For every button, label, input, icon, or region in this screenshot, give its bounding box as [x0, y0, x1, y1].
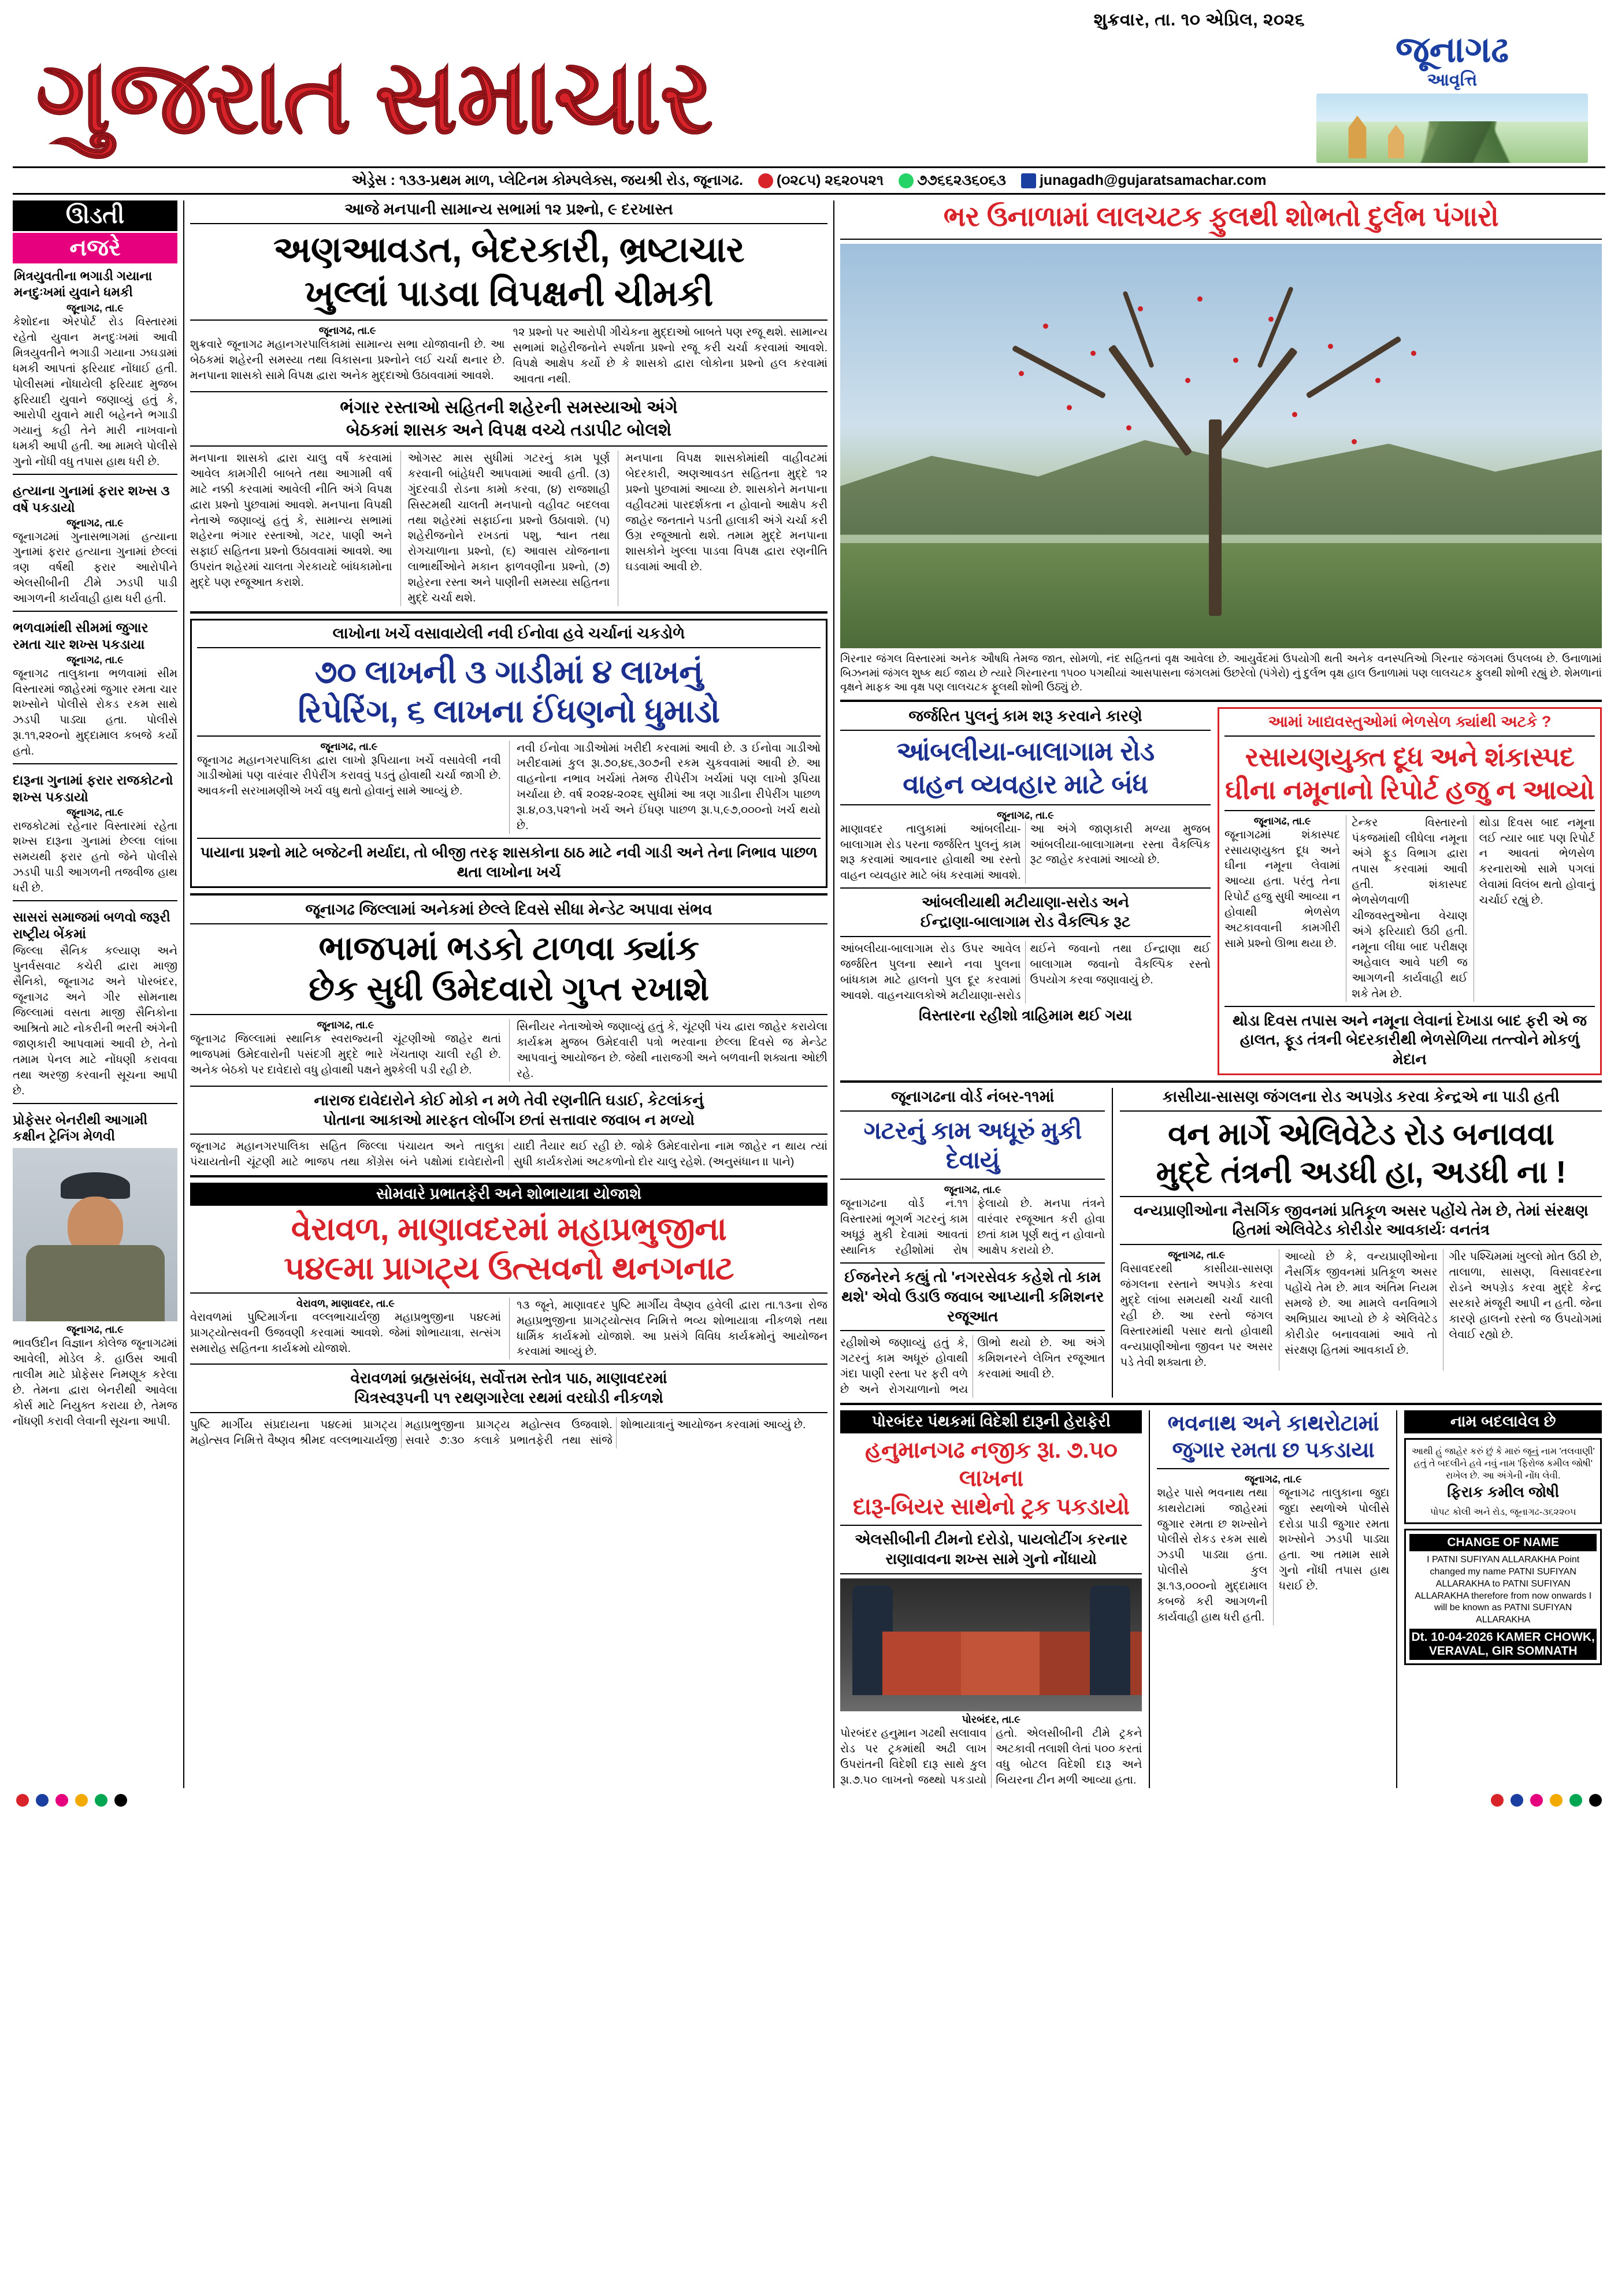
phone-icon: [758, 173, 773, 188]
dateline: જૂનાગઢ, તા.૯: [997, 809, 1054, 821]
story2-col-1: જૂનાગઢ મહાનગરપાલિકા દ્વારા લાખો રૂપિયાના ખર્ચે વસાવેલી નવી ગાડીઓમાં પણ વારંવાર રીપેરીંગ કરાવવું પડતું હોવાથી ચર્ચા જાગી છે. આવકની સરખામણીએ ખર્ચ વધુ થતો હોવાનું સામે આવ્યું છે.: [197, 753, 501, 798]
name-change-ad-english: [1404, 1529, 1602, 1665]
b2-footer: થોડા દિવસ તપાસ અને નમૂના લેવાનાં દેખાડા બાદ ફરી એ જ હાલત, ફૂડ તંત્રની બેદરકારીથી ભેળસેળિયા તત્ત્વોને મોકળું મેદાન: [1233, 1011, 1587, 1068]
story4-subhead-2: ચિત્રસ્વરૂપની ૫૧ રથણગારેલા રથમાં વરઘોડી નીકળશે: [354, 1389, 663, 1407]
story-innova-cars: [190, 619, 827, 888]
story3-headline-2: છેક સુધી ઉમેદવારો ગુપ્ત રખાશે: [309, 970, 709, 1008]
b2-col-1: જૂનાગઢમાં શંકાસ્પદ રસાયણયુક્ત દૂધ અને ઘીના નમૂના લેવામાં આવ્યા હતા. પરંતુ તેના રિપોર્ટ હજુ સુધી આવ્યા ન હોવાથી ભેળસેળ અટકાવવાની કામગીરી સામે પ્રશ્નો ઊભા થયા છે.: [1224, 828, 1341, 950]
row-elevated-road: [840, 1088, 1602, 1398]
b4-subhead: એલસીબીની ટીમનો દરોડો, પાયલોટીંગ કરનાર રાણાવાવના શખ્સ સામે ગુનો નોંધાયો: [855, 1530, 1128, 1568]
story3-col-1: જૂનાગઢ જિલ્લામાં સ્થાનિક સ્વરાજ્યની ચૂંટણીઓ જાહેર થતાં ભાજપમાં ઉમેદવારોની પસંદગી મુદ્દે ભારે ખેંચતાણ ચાલી રહી છે. અનેક બેઠકો પર દાવેદારો વધુ હોવાથી પક્ષને મુશ્કેલી પડી રહી છે.: [190, 1032, 501, 1076]
dateline: પોરબંદર, તા.૯: [962, 1714, 1020, 1726]
b2-body: [1224, 815, 1595, 1002]
contact-bar: [13, 166, 1605, 195]
pangaro-tree-photo: [840, 244, 1602, 648]
edition-name: જૂનાગઢ: [1395, 30, 1509, 70]
lead-subhead-1: ભંગાર રસ્તાઓ સહિતની શહેરની સમસ્યાઓ અંગે: [340, 397, 678, 417]
b1-subhead-2: ઈન્દ્રાણા-બાલાગામ રોડ વૈકલ્પિક રૂટ: [920, 913, 1131, 931]
b4-text: પોરબંદર હનુમાન ગઢથી સલાવાવ રોડ પર ટ્રકમાંથી અઢી લાખ ઉપરાંતની વિદેશી દારૂ સાથે કુલ રૂા.૭.૫૦ લાખનો જથ્થો પકડાયો હતો. એલસીબીની ટીમે ટ્રકને અટકાવી તલાશી લેતાં ૫૦૦ કરતાં વધુ બોટલ વિદેશી દારૂ અને બિયરના ટીન મળી આવ્યા હતા.: [840, 1727, 1142, 1786]
lead-headline-line1: અણઆવડત, બેદરકારી, ભ્રષ્ટાચાર: [273, 230, 745, 270]
main-right-column: [833, 200, 1602, 1788]
name-change-ad-gujarati: [1404, 1438, 1602, 1524]
seized-liquor-photo: [840, 1578, 1142, 1711]
edition-artwork-icon: [1316, 94, 1588, 163]
b6-kicker: જૂનાગઢના વોર્ડ નંબર-૧૧માં: [891, 1087, 1055, 1105]
dateline: જૂનાગઢ, તા.૯: [1253, 815, 1311, 827]
list-item: [13, 302, 177, 470]
dateline: જૂનાગઢ, તા.૯: [66, 1324, 124, 1336]
whatsapp-contact: ૭૭૬૬૨૩૬૦૬૩: [899, 172, 1006, 189]
item-title: પ્રોફેસર બેનરીથી આગામી કક્ષીન ટ્રેનિંગ મેળવી: [13, 1112, 148, 1144]
b6-text-2: રહીશોએ જણાવ્યું હતું કે, ગટરનું કામ અધૂરું હોવાથી ગંદા પાણી રસ્તા પર ફરી વળે છે અને રોગચાળાનો ભય ઊભો થયો છે. આ અંગે કમિશનરને લેખિત રજૂઆત કરવામાં આવી છે.: [840, 1336, 1105, 1396]
dateline: જૂનાગઢ, તા.૯: [944, 1184, 1001, 1196]
lead-subhead-2: બેઠકમાં શાસક અને વિપક્ષ વચ્ચે તડાપીટ બોલશે: [346, 420, 672, 440]
story3-footer-1: નારાજ દાવેદારોને કોઈ મોકો ન મળે તેવી રણનીતિ ઘડાઈ, કેટલાંકનું: [314, 1091, 704, 1109]
phone-contact: (૦૨૮૫) ૨૬૨૦૫૨૧: [758, 172, 884, 189]
story-gambling-arrests: [1149, 1410, 1389, 1788]
classified-ads: [1396, 1410, 1602, 1788]
whatsapp-icon: [899, 173, 914, 188]
b1-headline-1: આંબલીયા-બાલાગામ રોડ: [896, 736, 1155, 767]
registration-color-bars: [13, 1788, 1605, 1807]
dateline: જૂનાગઢ, તા.૯: [320, 740, 378, 752]
story4-bottom-text: પુષ્ટિ માર્ગીય સંપ્રદાયના ૫૪૯માં પ્રાગટ્ય મહોત્સવ નિમિત્તે વૈષ્ણવ શ્રીમદ વલ્લભાચાર્યજી મહાપ્રભુજીના પ્રાગટ્ય મહોત્સવ ઉજવાશે. સવારે ૭:૩૦ કલાકે પ્રભાતફેરી તથા સાંજે શોભાયાત્રાનું આયોજન કરવામાં આવ્યું છે.: [190, 1418, 806, 1447]
story3-footer-text: જૂનાગઢ મહાનગરપાલિકા સહિત જિલ્લા પંચાયત અને તાલુકા પંચાયતોની ચૂંટણી માટે ભાજપ તથા કોંગ્રેસ બંને પક્ષોમાં દાવેદારોની યાદી તૈયાર થઈ રહી છે. જોકે ઉમેદવારોના નામ જાહેર ન થાય ત્યાં સુધી કાર્યકરોમાં અટકળોનો દોર ચાલુ રહેશે. (અનુસંધાન ॥ પાને): [190, 1140, 827, 1169]
b3-body: [1120, 1249, 1602, 1370]
list-item: [13, 479, 177, 607]
story4-headline-2: ૫૪૯મા પ્રાગટ્ય ઉત્સવનો થનગનાટ: [284, 1250, 734, 1287]
story2-headline-1: ૭૦ લાખની ૩ ગાડીમાં ૪ લાખનું: [314, 653, 703, 690]
b6-text-1: જૂનાગઢના વોર્ડ નં.૧૧ વિસ્તારમાં ભૂગર્ભ ગટરનું કામ અધૂરૂં મુકી દેવામાં આવતાં સ્થાનિક રહીશોમાં રોષ ફેલાયો છે. મનપા તંત્રને વારંવાર રજૂઆત કરી હોવા છતાં કામ પૂર્ણ થતું ન હોવાનો આક્ષેપ કરાયો છે.: [840, 1197, 1105, 1257]
b1-kicker: જર્જરિત પુલનું કામ શરૂ કરવાને કારણે: [908, 707, 1142, 725]
b1-footer: વિસ્તારના રહીશો ત્રાહિમામ થઈ ગયા: [918, 1006, 1132, 1024]
lead-text-right: ૧૨ પ્રશ્નો પર આરોપી ગીચેકના મુદ્દાઓ બાબતે પણ રજૂ થશે. સામાન્ય સભામાં શહેરીજનોને સ્પર્શતા પ્રશ્નો રજૂ કરી ચર્ચા કરવામાં આવશે. વિપક્ષે આક્ષેપ કર્યો છે કે શાસકો દ્વારા લોકોના પ્રશ્નો હલ કરવામાં આવતા નથી.: [513, 326, 827, 385]
masthead: [13, 32, 1605, 165]
story3-footer-2: પોતાના આકાઓ મારફત લોબીંગ છતાં સત્તાવાર જવાબ ન મળ્યો: [323, 1110, 695, 1128]
b6-quote: ઈજનેરને કહ્યું તો 'નગરસેવક કહેશે તો કામ થશે' એવો ઉડાઉ જવાબ આપ્યાની કમિશનર રજૂઆત: [841, 1268, 1104, 1325]
gj-ad-text: આથી હું જાહેર કરું છું કે મારું જૂનું નામ 'તલવાણી' હતું તે બદલીને હવે નવું નામ 'ફિરોજ કમીલ જોષી' રાખેલ છે. આ અંગેની નોંધ લેવી.: [1411, 1447, 1595, 1481]
lead-intro: [190, 325, 827, 387]
dateline: જૂનાગઢ, તા.૯: [1168, 1249, 1226, 1261]
b3-kicker: કાસીયા-સાસણ જંગલના રોડ અપગ્રેડ કરવા કેન્દ્રએ ના પાડી હતી: [1162, 1087, 1560, 1105]
gj-ad-name: ફિરાક કમીલ જોષી: [1447, 1483, 1560, 1501]
item-title: સાસરાં સમાજમાં બળવો જરૂરી રાષ્ટ્રીય બેંકમાં: [13, 909, 170, 941]
story4-body: [190, 1298, 827, 1360]
story2-body: [197, 741, 821, 834]
bottom-row: [840, 1410, 1602, 1788]
story2-headline-2: રિપેરિંગ, ૬ લાખના ઈંધણનો ધુમાડો: [298, 693, 720, 730]
item-title: હત્યાના ગુનામાં ફરાર શખ્સ ૩ વર્ષે પકડાયો: [13, 483, 170, 515]
story4-col-2: ૧૩ જૂને, માણાવદર પુષ્ટિ માર્ગીય વૈષ્ણવ હવેલી દ્વારા તા.૧૩ના રોજ મહાપ્રભુજીના પ્રાગટ્યોત્સવ નિમિત્તે ભવ્ય શોભાયાત્રા નીકળશે તથા ધાર્મિક કાર્યક્રમો યોજાશે. આ પ્રસંગે વિવિધ કાર્યક્રમોનું આયોજન કરવામાં આવ્યું છે.: [509, 1298, 827, 1360]
lead-body-columns: [190, 451, 827, 606]
story-ambliya-road-closed: [840, 707, 1211, 1075]
dateline: જૂનાગઢ, તા.૯: [66, 517, 124, 529]
list-item: [13, 905, 177, 1099]
b2-headline-2: ઘીના નમૂનાનો રિપોર્ટ હજુ ન આવ્યો: [1225, 774, 1594, 805]
dateline: જૂનાગઢ, તા.૯: [317, 1019, 374, 1031]
b3-headline-1: વન માર્ગે એલિવેટેડ રોડ બનાવવા: [1168, 1116, 1554, 1151]
b1-text-2: આંબલીયા-બાલાગામ રોડ ઉપર આવેલ જર્જરિત પુલના સ્થાને નવા પુલના બાંધકામ માટે હાલનો પુલ દૂર કરવામાં આવશે. વાહનચાલકોએ મટીયાણા-સરોડ થઈને જવાનો તથા ઈન્દ્રાણા થઈ બાલાગામ જવાનો વૈકલ્પિક રસ્તો ઉપયોગ કરવા જણાવાયું છે.: [840, 942, 1211, 1002]
b5-col-1: શહેર પાસે ભવનાથ તથા કાથરોટામાં જાહેરમાં જુગાર રમતા છ શખ્સોને પોલીસે રોકડ રકમ સાથે ઝડપી પાડ્યા હતા. પોલીસે કુલ રૂા.૧૩,૦૦૦નો મુદ્દામાલ કબજે કરી આગળની કાર્યવાહી હાથ ધરી હતી.: [1157, 1486, 1268, 1624]
item-text: રાજકોટમાં રહેનાર વિસ્તારમાં રહેતા શખ્સ દારૂના ગુનામાં છેલ્લા લાંબા સમયથી ફરાર હતો જેને પોલીસે ઝડપી પાડી આગળની તજવીજ હાથ ધરી છે.: [13, 819, 177, 895]
story4-headline-1: વેરાવળ, માણાવદરમાં મહાપ્રભુજીના: [291, 1210, 727, 1247]
story4-col-1: વેરાવળમાં પુષ્ટિમાર્ગના વલ્લભાચાર્યજી મહાપ્રભુજીના ૫૪૯માં પ્રાગટ્યોત્સવની ઉજવણી કરવામાં આવશે. જેમાં શોભાયાત્રા, સત્સંગ સમારોહ સહિતના કાર્યક્રમો યોજાશે.: [190, 1310, 501, 1355]
sidebar-udti-nazare: [13, 200, 177, 1788]
issue-date: શુક્રવાર, તા. ૧૦ એપ્રિલ, ૨૦૨૬: [1093, 10, 1305, 29]
story2-footer: પાયાના પ્રશ્નો માટે બજેટની મર્યાદા, તો બીજી તરફ શાસકોના ઠાઠ માટે નવી ગાડી અને તેના નિભાવ પાછળ થતા લાખોના ખર્ચ: [200, 844, 818, 880]
sidebar-label-line1: ઊડતી: [13, 200, 177, 231]
lead-col-3: મનપાના વિપક્ષ શાસકોમાંથી વાહીવટમાં બેદરકારી, અણઆવડત સહિતના મુદ્દે ૧૨ પ્રશ્નો પુછવામાં આવ્યા છે. શાસકોને મનપાના વહીવટમાં પારદર્શકતા ન હોવાનો આક્ષેપ કરી જાહેર જનતાને પડતી હાલાકી અંગે ચર્ચા કરી ઉગ્ર રજૂઆતો થશે. તમામ મુદ્દે મનપાના શાસકોને ખુલ્લા પાડવા વિપક્ષ દ્વારા રણનીતિ ઘડવામાં આવી છે.: [618, 451, 827, 606]
list-item: [13, 616, 177, 759]
b4-headline-2: દારૂ-બિયર સાથેનો ટ્રક પકડાયો: [852, 1493, 1130, 1519]
photo-headline: ભર ઉનાળામાં લાલચટક ફુલથી શોભતો દુર્લભ પંગારો: [943, 202, 1499, 232]
story-elevated-road: [1112, 1088, 1602, 1398]
story-liquor-truck: [840, 1410, 1142, 1788]
b1-headline-2: વાહન વ્યવહાર માટે બંધ: [903, 768, 1148, 799]
sidebar-header: [13, 200, 177, 263]
b3-headline-2: મુદ્દે તંત્રની અડધી હા, અડધી ના !: [1156, 1154, 1566, 1190]
story2-kicker: લાખોના ખર્ચે વસાવાયેલી નવી ઈનોવા હવે ચર્ચાનાં ચકડોળે: [332, 624, 685, 642]
story3-col-2: સિનીયર નેતાઓએ જણાવ્યું હતું કે, ચૂંટણી પંચ દ્વારા જાહેર કરાયેલા કાર્યક્રમ મુજબ ઉમેદવારી પત્રો ભરવાના છેલ્લા દિવસે જ મેન્ડેટ આપવાનું આયોજન છે. જેથી નારાજગી અને બળવાની શક્યતા ઓછી રહે.: [509, 1019, 827, 1082]
masthead-top: [13, 10, 1605, 32]
b4-kicker: પોરબંદર પંથકમાં વિદેશી દારૂની હેરાફેરી: [840, 1410, 1142, 1433]
main-left-column: [183, 200, 827, 1788]
lead-headline-line2: ખુલ્લાં પાડવા વિપક્ષની ચીમકી: [305, 273, 713, 314]
email-contact[interactable]: junagadh@gujaratsamachar.com: [1021, 172, 1267, 189]
b3-col-1: વિસાવદરથી કાસીયા-સાસણ જંગલના રસ્તાને અપગ્રેડ કરવા મુદ્દે લાંબા સમયથી ચર્ચા ચાલી રહી છે. આ રસ્તો જંગલ વિસ્તારમાંથી પસાર થતો હોવાથી વન્યપ્રાણીઓના જીવન પર અસર પડે તેવી શક્યતા છે.: [1120, 1262, 1273, 1369]
story3-body: [190, 1019, 827, 1082]
dateline: જૂનાગઢ, તા.૯: [66, 653, 124, 666]
story4-kicker: સોમવારે પ્રભાતફેરી અને શોભાયાત્રા યોજાશે: [190, 1183, 827, 1206]
dateline: જૂનાગઢ, તા.૯: [66, 806, 124, 818]
mail-icon: [1021, 173, 1036, 188]
dateline: વેરાવળ, માણાવદર, તા.૯: [296, 1297, 395, 1309]
two-box-row: [840, 707, 1602, 1075]
item-title: ભળવામાંથી સીમમાં જુગાર રમતા ચાર શખ્સ પકડાયા: [13, 620, 149, 652]
story2-col-2: નવી ઈનોવા ગાડીઓમાં ખરીદી કરવામાં આવી છે. ૩ ઈનોવા ગાડીઓ ખરીદવામાં કુલ રૂા.૭૦,૪૬,૩૦૭ની રકમ ચુકવવામાં આવી છે. આ વાહનોના નભાવ ખર્ચમાં તેમજ રીપેરીંગ ખર્ચમાં પણ લાખો રૂપિયા ખર્ચાયા છે. વર્ષ ૨૦૨૪-૨૦૨૬ સુધીમાં આ ત્રણ ગાડીના રીપેરીંગ પાછળ રૂા.૪,૦૩,૫૨૧નો ખર્ચ અને ઈંધણ પાછળ રૂા.૫,૯૭,૦૦૦નો ખર્ચ થયો છે.: [509, 741, 821, 834]
lead-kicker: આજે મનપાની સામાન્ય સભામાં ૧૨ પ્રશ્નો, ૯ દરખાસ્ત: [344, 200, 673, 218]
en-ad-text: I PATNI SUFIYAN ALLARAKHA Point changed my name PATNI SUFIYAN ALLARAKHA to PATNI SUFIYAN ALLARAKHA therefore from now onwards I will be known as PATNI SUFIYAN ALLARAKHA: [1415, 1555, 1592, 1625]
en-ad-address: Dt. 10-04-2026 KAMER CHOWK, VERAVAL, GIR SOMNATH: [1409, 1629, 1597, 1660]
b5-body: [1157, 1485, 1389, 1625]
sidebar-label-line2: નજરે: [13, 233, 177, 263]
b2-headline-1: રસાયણયુક્ત દૂધ અને શંકાસ્પદ: [1245, 742, 1575, 772]
b6-headline: ગટરનું કામ અધૂરું મુકી દેવાયું: [863, 1116, 1082, 1174]
b5-headline: ભવનાથ અને કાથરોટામાં જુગાર રમતા છ પકડાયા: [1167, 1411, 1379, 1463]
list-item: [13, 768, 177, 896]
b3-subhead: વન્યપ્રાણીઓના નૈસર્ગિક જીવનમાં પ્રતિકૂળ અસર પહોંચે તેમ છે, તેમાં સંરક્ષણ હિતમાં એલિવેટેડ કોરીડોર આવકાર્યઃ વનતંત્ર: [1133, 1201, 1589, 1239]
police-officer-photo: [13, 1148, 177, 1321]
story-milk-ghee-samples: [1218, 707, 1602, 1075]
edition-block: [1316, 32, 1605, 163]
list-item: [13, 1108, 177, 1429]
item-text: કેશોદના એરપોર્ટ રોડ વિસ્તારમાં રહેતો યુવાન મનદુઃખમાં આવી મિત્રયુવતીને ભગાડી ગયાના ઝઘડામાં ધમકી આપતાં ફરિયાદ નોંધાઈ હતી. પોલીસમાં નોંધાયેલી ફરિયાદ મુજબ ફરિયાદી યુવાને જણાવ્યું હતું કે, આરોપી યુવાને મારી બહેનને ભગાડી ગયાનું કહી તેને મારી નાખવાનો ધમકી આપી હતી. આ મામલે પોલીસે ગુનો નોંધી વધુ તપાસ હાથ ધરી છે.: [13, 315, 177, 469]
gj-ad-address: પોપટ કોલી અને રોડ, જૂનાગઢ-૩૬૨૨૦૫: [1430, 1507, 1576, 1518]
story3-headline-1: ભાજપમાં ભડકો ટાળવા ક્યાંક: [318, 929, 699, 967]
story-mahaprabhuji-festival: [190, 1183, 827, 1448]
story-bjp-candidates: [190, 901, 827, 1171]
item-text: જૂનાગઢમાં ગુનાસભાગમાં હત્યાના ગુનામાં ફરાર હત્યાના ગુનામાં છેલ્લાં ત્રણ વર્ષથી ફરાર આરોપીને એલસીબીની ટીમે ઝડપી પાડી આગળની કાર્યવાહી હાથ ધરી હતી.: [13, 530, 177, 605]
office-address: એડ્રેસ : ૧૩૩-પ્રથમ માળ, પ્લેટિનમ કોમ્પલેક્સ, જયશ્રી રોડ, જૂનાગઢ.: [351, 172, 743, 188]
b1-subhead-1: આંબલીયાથી મટીયાણા-સરોડ અને: [922, 893, 1129, 911]
sidebar-intro: મિત્રયુવતીના ભગાડી ગયાના મનદુઃખમાં યુવાને ધમકી: [14, 269, 153, 299]
b3-col-3: ગીર પશ્ચિમમાં ખુલ્લો મોત ઉઠી છે, તાલાળા, સાસણ, વિસાવદરના રોડને અપગ્રેડ કરવા મુદ્દે કેન્દ્ર સરકારે મંજૂરી આપી ન હતી. જેના કારણે હાલનો રસ્તો જ ઉપયોગમાં લેવાઈ રહ્યો છે.: [1443, 1249, 1602, 1370]
name-change-header: નામ બદલાવેલ છે: [1404, 1410, 1602, 1433]
page-body: [13, 200, 1605, 1788]
b2-col-2: ટેન્કર વિસ્તારનો પંકજમાંથી લીધેલા નમૂના અંગે ફૂડ વિભાગ દ્વારા તપાસ કરવામાં આવી હતી. શંકાસ્પદ ભેળસેળવાળી ચીજવસ્તુઓના વેચાણ અંગે ફરિયાદો ઉઠી હતી. નમૂના લીધા બાદ પરીક્ષણ અહેવાલ આવે પછી જ આગળની કાર્યવાહી થઈ શકે તેમ છે.: [1346, 815, 1467, 1002]
b4-headline-1: હનુમાનગઢ નજીક રૂા. ૭.૫૦ લાખના: [865, 1437, 1118, 1491]
item-text: જૂનાગઢ તાલુકાના ભળવામાં સીમ વિસ્તારમાં જાહેરમાં જુગાર રમતા ચાર શખ્સોને પોલીસે રોકડ રકમ સાથે ઝડપી પાડ્યા હતા. પોલીસે રૂા.૧૧,૨૨૦નો મુદ્દામાલ કબજે કર્યો હતો.: [13, 667, 177, 758]
item-text: ભાવઉદીન વિજ્ઞાન કોલેજ જૂનાગઢમાં આવેલી, મોડેલ કે. હાઉસ આવી તાલીમ માટે પ્રોફેસર નિમણૂક કરેલા છે. તેમના દ્વારા બેનરીથી આવેલા કોર્સ માટે નિયુક્ત કરાયા છે, તેમજ નોંધણી કરાવી લેવાની સૂચના આપી.: [13, 1337, 177, 1428]
b3-col-2: આવ્યો છે કે, વન્યપ્રાણીઓના નૈસર્ગિક જીવનમાં પ્રતિકૂળ અસર પહોંચે તેમ છે. માત્ર અંતિમ નિયમ સમજે છે. આ મામલે વનવિભાગે અભિપ્રાય આપ્યો છે કે એલિવેટેડ કોરીડોર બનાવવામાં આવે તો સંરક્ષણ હિતમાં આવકાર્ય છે.: [1279, 1249, 1438, 1370]
newspaper-title: ગુજરાત સમાચાર: [36, 40, 712, 155]
b1-text-1: માણાવદર તાલુકામાં આંબલીયા-બાલાગામ રોડ પરના જર્જરિત પુલનું કામ શરૂ કરવામાં આવનાર હોવાથી આ રસ્તો વાહન વ્યવહાર માટે બંધ કરવામાં આવશે. આ અંગે જાણકારી મળ્યા મુજબ આંબલીયા-બાલાગામના રસ્તા વૈકલ્પિક રૂટ જાહેર કરવામાં આવ્યો છે.: [840, 822, 1211, 882]
dateline: જૂનાગઢ, તા.૯: [66, 302, 124, 314]
item-text: જિલ્લા સૈનિક કલ્યાણ અને પુનર્વસવાટ કચેરી દ્વારા માજી સૈનિકો, જૂનાગઢ અને પોરબંદર, જૂનાગઢ અને ગીર સોમનાથ જિલ્લામાં વસતા માજી સૈનિકોના આશ્રિતો માટે નોકરીની ભરતી અંગેની જાણકારી આપવામાં આવી છે, તેનો તમામ પેનલ માટે નોંધણી કરાવવા તથા અરજી કરવાની સૂચના આપી છે.: [13, 944, 177, 1097]
story3-kicker: જૂનાગઢ જિલ્લામાં અનેકમાં છેલ્લે દિવસે સીધા મેન્ડેટ અપાવા સંભવ: [305, 900, 712, 918]
story4-subhead-1: વેરાવળમાં બ્રહ્મસંબંધ, સર્વોત્તમ સ્તોત્ર પાઠ, માણાવદરમાં: [350, 1369, 667, 1387]
lead-text-left: શુક્રવારે જૂનાગઢ મહાનગરપાલિકામાં સામાન્ય સભા યોજાવાની છે. આ બેઠકમાં શહેરની સમસ્યા તથા વિકાસના પ્રશ્નોને લઈ ચર્ચા થનાર છે. મનપાના શાસકો સામે વિપક્ષ દ્વારા અનેક મુદ્દાઓ ઉઠાવવામાં આવશે.: [190, 338, 505, 382]
item-title: દારૂના ગુનામાં ફરાર રાજકોટનો શખ્સ પકડાયો: [13, 772, 173, 804]
dateline: જૂનાગઢ, તા.૯: [1244, 1473, 1302, 1485]
story-ward-11-sewer: [840, 1088, 1105, 1398]
photo-caption: ગિરનાર જંગલ વિસ્તારમાં અનેક ઔષધિ તેમજ જાત, સોમળો, નંદ સહિતનાં વૃક્ષ આવેલા છે. આયુર્વેદમાં ઉપયોગી થતી અનેક વનસ્પતિઓ ગિરનાર જંગલમાં ઉપલબ્ધ છે. ઉનાળામાં બિઝનમાં જંગલ શુષ્ક થઈ જાય છે ત્યારે ગિરનારના ૧૫૦૦ પગથીયાં આસપાસના જંગલમાં ઉછરેલો (પંગેરો) નું દુર્લભ વૃક્ષ હાલ ઉનાળામાં પણ લાલચટક ફુલથી શોભી રહ્યું છે. શેમળાનાં વૃક્ષને માફક આ વૃક્ષ પણ લાલચટક ફૂલથી શોભી ઉઠ્યું છે.: [840, 652, 1602, 693]
b2-kicker: આમાં ખાદ્યવસ્તુઓમાં ભેળસેળ ક્યાંથી અટકે ?: [1268, 713, 1552, 731]
edition-subtitle: આવૃત્તિ: [1427, 70, 1478, 90]
lead-col-2: ઓગસ્ટ માસ સુધીમાં ગટરનું કામ પૂર્ણ કરવાની બાંહેધરી આપવામાં આવી હતી. (૩) ગુંદરવાડી રોડના કામો કરવા, (૪) રાજશાહી સિસ્ટમથી ચાલતી મનપાનો વહીવટ બદલવા તથા શહેરમાં સફાઈના પ્રશ્નો ઉઠાવાશે. (૫) શહેરીજનોને રખડતાં પશુ, શ્વાન તથા રોગચાળાના પ્રશ્નો, (૬) આવાસ યોજનાના લાભાર્થીઓને મકાન ફાળવણીના પ્રશ્નો, (૭) શહેરના રસ્તા અને પાણીની સમસ્યા સહિતના મુદ્દે ચર્ચા થશે.: [400, 451, 610, 606]
b2-col-3: થોડા દિવસ બાદ નમૂના લઈ ત્યાર બાદ પણ રિપોર્ટ ન આવતાં ભેળસેળ કરનારાઓ સામે પગલાં લેવામાં વિલંબ થતો હોવાનું ચર્ચાઈ રહ્યું છે.: [1474, 815, 1595, 1002]
lead-col-1: મનપાના શાસકો દ્વારા ચાલુ વર્ષે કરવામાં આવેલ કામગીરી બાબતે તથા આગામી વર્ષ માટે નક્કી કરવામાં આવેલી નીતિ અંગે વિપક્ષ દ્વારા પ્રશ્નો પુછવામાં આવશે. મનપાના વિપક્ષી નેતાએ જણાવ્યું હતું કે, સામાન્ય સભામાં શહેરના ભંગાર રસ્તાઓ, ગટર, પાણી અને સફાઈ સહિતના પ્રશ્નો ઉઠાવવામાં આવશે. આ ઉપરાંત શહેરમાં ચાલતા ગેરકાયદે બાંધકામોના મુદ્દે પણ રજૂઆત કરાશે.: [190, 451, 392, 589]
b5-col-2: જૂનાગઢ તાલુકાના જુદા જુદા સ્થળોએ પોલીસે દરોડા પાડી જુગાર રમતા શખ્સોને ઝડપી પાડ્યા હતા. આ તમામ સામે ગુનો નોંધી તપાસ હાથ ધરાઈ છે.: [1273, 1485, 1389, 1625]
dateline: જૂનાગઢ, તા.૯: [318, 325, 376, 337]
en-ad-title: CHANGE OF NAME: [1409, 1534, 1597, 1551]
